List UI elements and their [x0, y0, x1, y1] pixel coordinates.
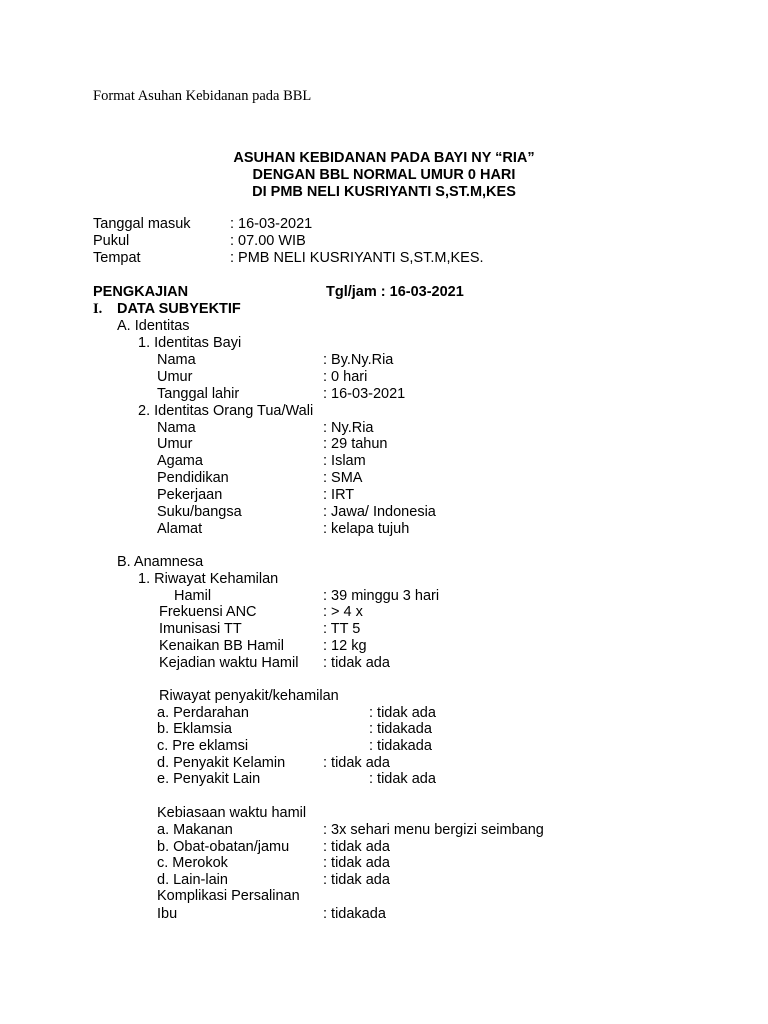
penyakit-label: c. Pre eklamsi — [157, 738, 249, 754]
ortu-value: : Islam — [323, 453, 366, 469]
kebiasaan-label: a. Makanan — [157, 822, 233, 838]
kehamilan-label: Hamil — [174, 588, 212, 604]
kebiasaan-label: d. Lain-lain — [157, 872, 228, 888]
anamnesa-heading: B. Anamnesa — [117, 554, 204, 570]
identitas-bayi-heading: 1. Identitas Bayi — [138, 335, 242, 351]
section-numeral: I. — [93, 301, 103, 317]
penyakit-label: d. Penyakit Kelamin — [157, 755, 286, 771]
admission-value-tempat: : PMB NELI KUSRIYANTI S,ST.M,KES. — [230, 250, 484, 266]
kebiasaan-value: : 3x sehari menu bergizi seimbang — [323, 822, 544, 838]
kehamilan-value: : > 4 x — [323, 604, 363, 620]
admission-label-tanggal: Tanggal masuk — [93, 216, 191, 232]
bayi-label: Umur — [157, 369, 193, 385]
kebiasaan-label: b. Obat-obatan/jamu — [157, 839, 290, 855]
penyakit-label: e. Penyakit Lain — [157, 771, 261, 787]
kebiasaan-label: c. Merokok — [157, 855, 228, 871]
bayi-value: : 0 hari — [323, 369, 368, 385]
doc-title-line-3: DI PMB NELI KUSRIYANTI S,ST.M,KES — [252, 184, 516, 200]
kehamilan-value: : TT 5 — [323, 621, 361, 637]
ortu-value: : 29 tahun — [323, 436, 388, 452]
kehamilan-label: Imunisasi TT — [159, 621, 242, 637]
ortu-label: Umur — [157, 436, 193, 452]
format-title: Format Asuhan Kebidanan pada BBL — [93, 88, 312, 104]
kehamilan-label: Kejadian waktu Hamil — [159, 655, 299, 671]
penyakit-value: : tidakada — [369, 738, 432, 754]
bayi-value: : By.Ny.Ria — [323, 352, 394, 368]
ortu-value: : Ny.Ria — [323, 420, 374, 436]
kehamilan-value: : tidak ada — [323, 655, 390, 671]
kehamilan-label: Kenaikan BB Hamil — [159, 638, 284, 654]
pengkajian-label: PENGKAJIAN — [93, 284, 189, 300]
admission-value-tanggal: : 16-03-2021 — [230, 216, 313, 232]
admission-label-pukul: Pukul — [93, 233, 130, 249]
ortu-label: Nama — [157, 420, 196, 436]
ortu-value: : SMA — [323, 470, 363, 486]
kebiasaan-value: : tidak ada — [323, 855, 390, 871]
doc-title-line-1: ASUHAN KEBIDANAN PADA BAYI NY “RIA” — [233, 150, 535, 166]
kehamilan-label: Frekuensi ANC — [159, 604, 257, 620]
ortu-label: Alamat — [157, 521, 203, 537]
ortu-value: : IRT — [323, 487, 355, 503]
penyakit-value: : tidakada — [369, 721, 432, 737]
kehamilan-value: : 39 minggu 3 hari — [323, 588, 440, 604]
ortu-value: : kelapa tujuh — [323, 521, 410, 537]
komplikasi-label: Ibu — [157, 906, 178, 922]
kebiasaan-value: : tidak ada — [323, 839, 390, 855]
penyakit-label: a. Perdarahan — [157, 705, 249, 721]
doc-title-line-2: DENGAN BBL NORMAL UMUR 0 HARI — [252, 167, 516, 183]
pengkajian-date: Tgl/jam : 16-03-2021 — [326, 284, 464, 300]
kehamilan-value: : 12 kg — [323, 638, 367, 654]
identitas-heading: A. Identitas — [117, 318, 190, 334]
penyakit-value: : tidak ada — [369, 771, 436, 787]
ortu-label: Pendidikan — [157, 470, 229, 486]
identitas-ortu-heading: 2. Identitas Orang Tua/Wali — [138, 403, 314, 419]
kehamilan-heading: 1. Riwayat Kehamilan — [138, 571, 279, 587]
ortu-label: Agama — [157, 453, 203, 469]
bayi-value: : 16-03-2021 — [323, 386, 406, 402]
penyakit-value: : tidak ada — [323, 755, 390, 771]
admission-label-tempat: Tempat — [93, 250, 141, 266]
komplikasi-heading: Komplikasi Persalinan — [157, 888, 300, 904]
ortu-value: : Jawa/ Indonesia — [323, 504, 436, 520]
penyakit-value: : tidak ada — [369, 705, 436, 721]
kebiasaan-heading: Kebiasaan waktu hamil — [157, 805, 307, 821]
admission-value-pukul: : 07.00 WIB — [230, 233, 306, 249]
bayi-label: Tanggal lahir — [157, 386, 240, 402]
bayi-label: Nama — [157, 352, 196, 368]
kebiasaan-value: : tidak ada — [323, 872, 390, 888]
ortu-label: Suku/bangsa — [157, 504, 242, 520]
komplikasi-value: : tidakada — [323, 906, 386, 922]
section-title: DATA SUBYEKTIF — [117, 301, 241, 317]
penyakit-label: b. Eklamsia — [157, 721, 232, 737]
penyakit-heading: Riwayat penyakit/kehamilan — [159, 688, 339, 704]
ortu-label: Pekerjaan — [157, 487, 223, 503]
